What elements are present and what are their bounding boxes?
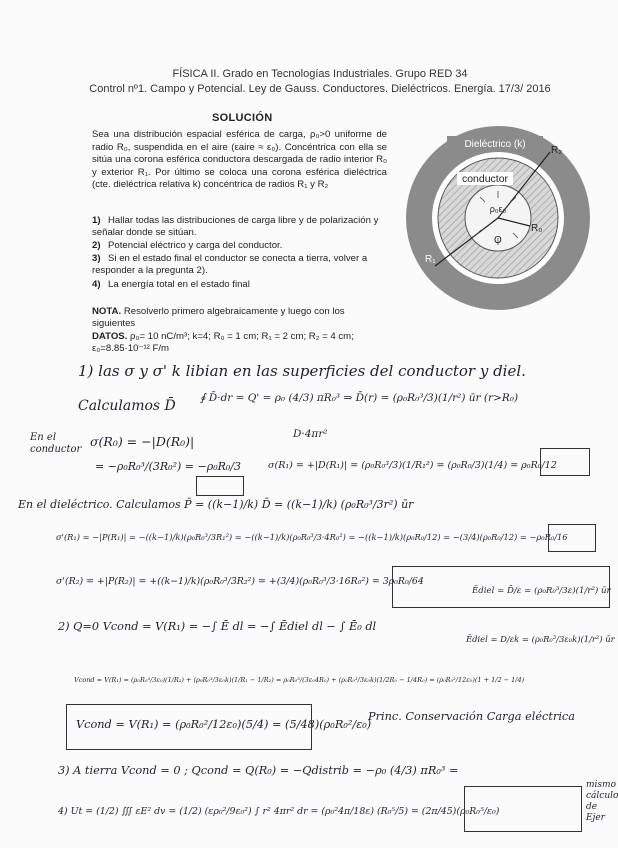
- question-text: Potencial eléctrico y carga del conductor.: [108, 240, 283, 251]
- handwritten-line: ∮ D̄·dr = Q' = ρ₀ (4/3) πR₀³ ⇒ D̄(r) = (ρ₀R₀³/3)(1/r²) ūr (r>R₀): [200, 392, 519, 404]
- handwritten-line: Princ. Conservación Carga eléctrica: [368, 710, 575, 723]
- question-number: 1): [92, 215, 101, 226]
- handwritten-line: 2) Q=0 Vcond = V(R₁) = −∫ Ē dl = −∫ Ēdiel dl − ∫ Ē₀ dl: [58, 620, 377, 633]
- nota: [92, 306, 387, 331]
- handwritten-line: Vcond = V(R₁) = (ρ₀R₀²/12ε₀)(5/4) = (5/48)(ρ₀R₀²/ε₀): [76, 718, 372, 731]
- r2-label: R₂: [551, 145, 563, 156]
- header-line-2: Control nº1. Campo y Potencial. Ley de Gauss. Conductores. Dieléctricos. Energía. 17/3/ 2016: [89, 83, 551, 95]
- handwritten-line: En el dieléctrico. Calculamos P̄ = ((k−1)/k) D̄ = ((k−1)/k) (ρ₀R₀³/3r²) ūr: [18, 498, 414, 511]
- nota-label: NOTA.: [92, 306, 122, 317]
- question-number: 4): [92, 279, 101, 290]
- question-2: [92, 240, 387, 252]
- handwritten-line: σ(R₁) = +|D(R₁)| = (ρ₀R₀³/3)(1/R₁²) = (ρ₀R₀/3)(1/4) = ρ₀R₀/12: [268, 460, 557, 471]
- spheres-diagram: [395, 118, 610, 313]
- handwritten-note: En el conductor: [30, 432, 82, 455]
- handwritten-line: 3) A tierra Vcond = 0 ; Qcond = Q(R₀) = −Qdistrib = −ρ₀ (4/3) πR₀³ =: [58, 764, 459, 777]
- handwritten-line: Ēdiel = D̄/ε = (ρ₀R₀³/3ε)(1/r²) ūr: [472, 586, 611, 596]
- rho-label: ρ₀ε₀: [489, 204, 507, 214]
- answer-box: [66, 704, 312, 750]
- question-number: 3): [92, 253, 101, 264]
- handwritten-line: 1) las σ y σ' k libian en las superficies del conductor y diel.: [78, 362, 526, 380]
- dielectric-label: Dieléctrico (k): [464, 139, 526, 150]
- r0-label: R₀: [531, 223, 543, 234]
- handwritten-line: Vcond = V(R₁) = (ρ₀R₀³/3ε₀)(1/R₂) + (ρ₀R₀³/3ε₀k)(1/R₁ − 1/R₂) = ρ₀R₀³/(3ε₀4R₀) + (ρ₀R₀³/3ε₀k)(1/2R₀ − 1/4R₀) = (ρ₀R₀²/12ε₀)(1 + 1/2 − 1/4): [74, 676, 525, 684]
- question-text: La energía total en el estado final: [108, 279, 250, 290]
- answer-box: [196, 476, 244, 496]
- handwritten-line: 4) Ut = (1/2) ∭ εE² dv = (1/2) (ερ₀²/9ε₀²) ∫ r² 4πr² dr = (ρ₀²4π/18ε) (R₀⁵/5) = (2π/45)(ρ₀R₀⁵/ε₀): [58, 806, 500, 817]
- question-text: Hallar todas las distribuciones de carga libre y de polarización y señalar donde se sitúan.: [92, 215, 379, 239]
- handwritten-note: mismo cálculo de Ejer: [586, 780, 618, 823]
- conductor-label: conductor: [461, 173, 509, 185]
- question-number: 2): [92, 240, 101, 251]
- nota-text: Resolverlo primero algebraicamente y luego con los siguientes: [92, 306, 345, 330]
- handwritten-line: σ(R₀) = −|D(R₀)|: [90, 434, 195, 449]
- handwritten-line: Ēdiel = D/εk = (ρ₀R₀³/3ε₀k)(1/r²) ūr: [466, 634, 615, 644]
- handwritten-line: = −ρ₀R₀³/(3R₀²) = −ρ₀R₀/3: [95, 460, 241, 473]
- problem-statement: [92, 129, 387, 192]
- question-3: [92, 253, 387, 278]
- datos: [92, 331, 392, 356]
- handwritten-line: Calculamos D̄: [78, 398, 176, 414]
- answer-box: [464, 786, 582, 832]
- handwritten-line: D·4πr²: [293, 428, 328, 440]
- center-label: O: [494, 235, 502, 246]
- solution-title: SOLUCIÓN: [212, 112, 273, 124]
- datos-label: DATOS.: [92, 331, 128, 342]
- datos-text: ρ₀= 10 nC/m³; k=4; R₀ = 1 cm; R₁ = 2 cm; R₂ = 4 cm; ε₀=8.85·10⁻¹² F/m: [92, 331, 354, 355]
- r1-label: R₁: [425, 254, 436, 265]
- answer-box: [548, 524, 596, 552]
- handwritten-line: σ'(R₂) = +|P(R₂)| = +((k−1)/k)(ρ₀R₀³/3R₂²) = +(3/4)(ρ₀R₀³/3·16R₀²) = 3ρ₀R₀/64: [56, 576, 424, 587]
- statement-text: Sea una distribución espacial esférica de carga, ρ₀>0 uniforme de radio R₀, suspendida en el aire (εaire ≈ ε₀). Concéntrica con ella se sitúa una corona esférica conductora descargada de radio interior R₀ y exterior R₁. Por último se coloca una corona esférica dieléctrica (cte. dieléctrica relativa k) concéntrica de radios R₁ y R₂: [92, 129, 387, 191]
- question-text: Si en el estado final el conductor se conecta a tierra, volver a responder a la pregunta 2).: [92, 253, 368, 277]
- handwritten-line: σ'(R₁) = −|P(R₁)| = −((k−1)/k)(ρ₀R₀³/3R₁²) = −((k−1)/k)(ρ₀R₀³/3·4R₀²) = −((k−1)/k)(ρ₀R₀/12) = −(3/4)(ρ₀R₀/12) = −ρ₀R₀/16: [56, 532, 568, 542]
- header-line-1: FÍSICA II. Grado en Tecnologías Industriales. Grupo RED 34: [172, 68, 468, 80]
- answer-box: [540, 448, 590, 476]
- question-1: [92, 215, 387, 240]
- question-4: [92, 279, 387, 291]
